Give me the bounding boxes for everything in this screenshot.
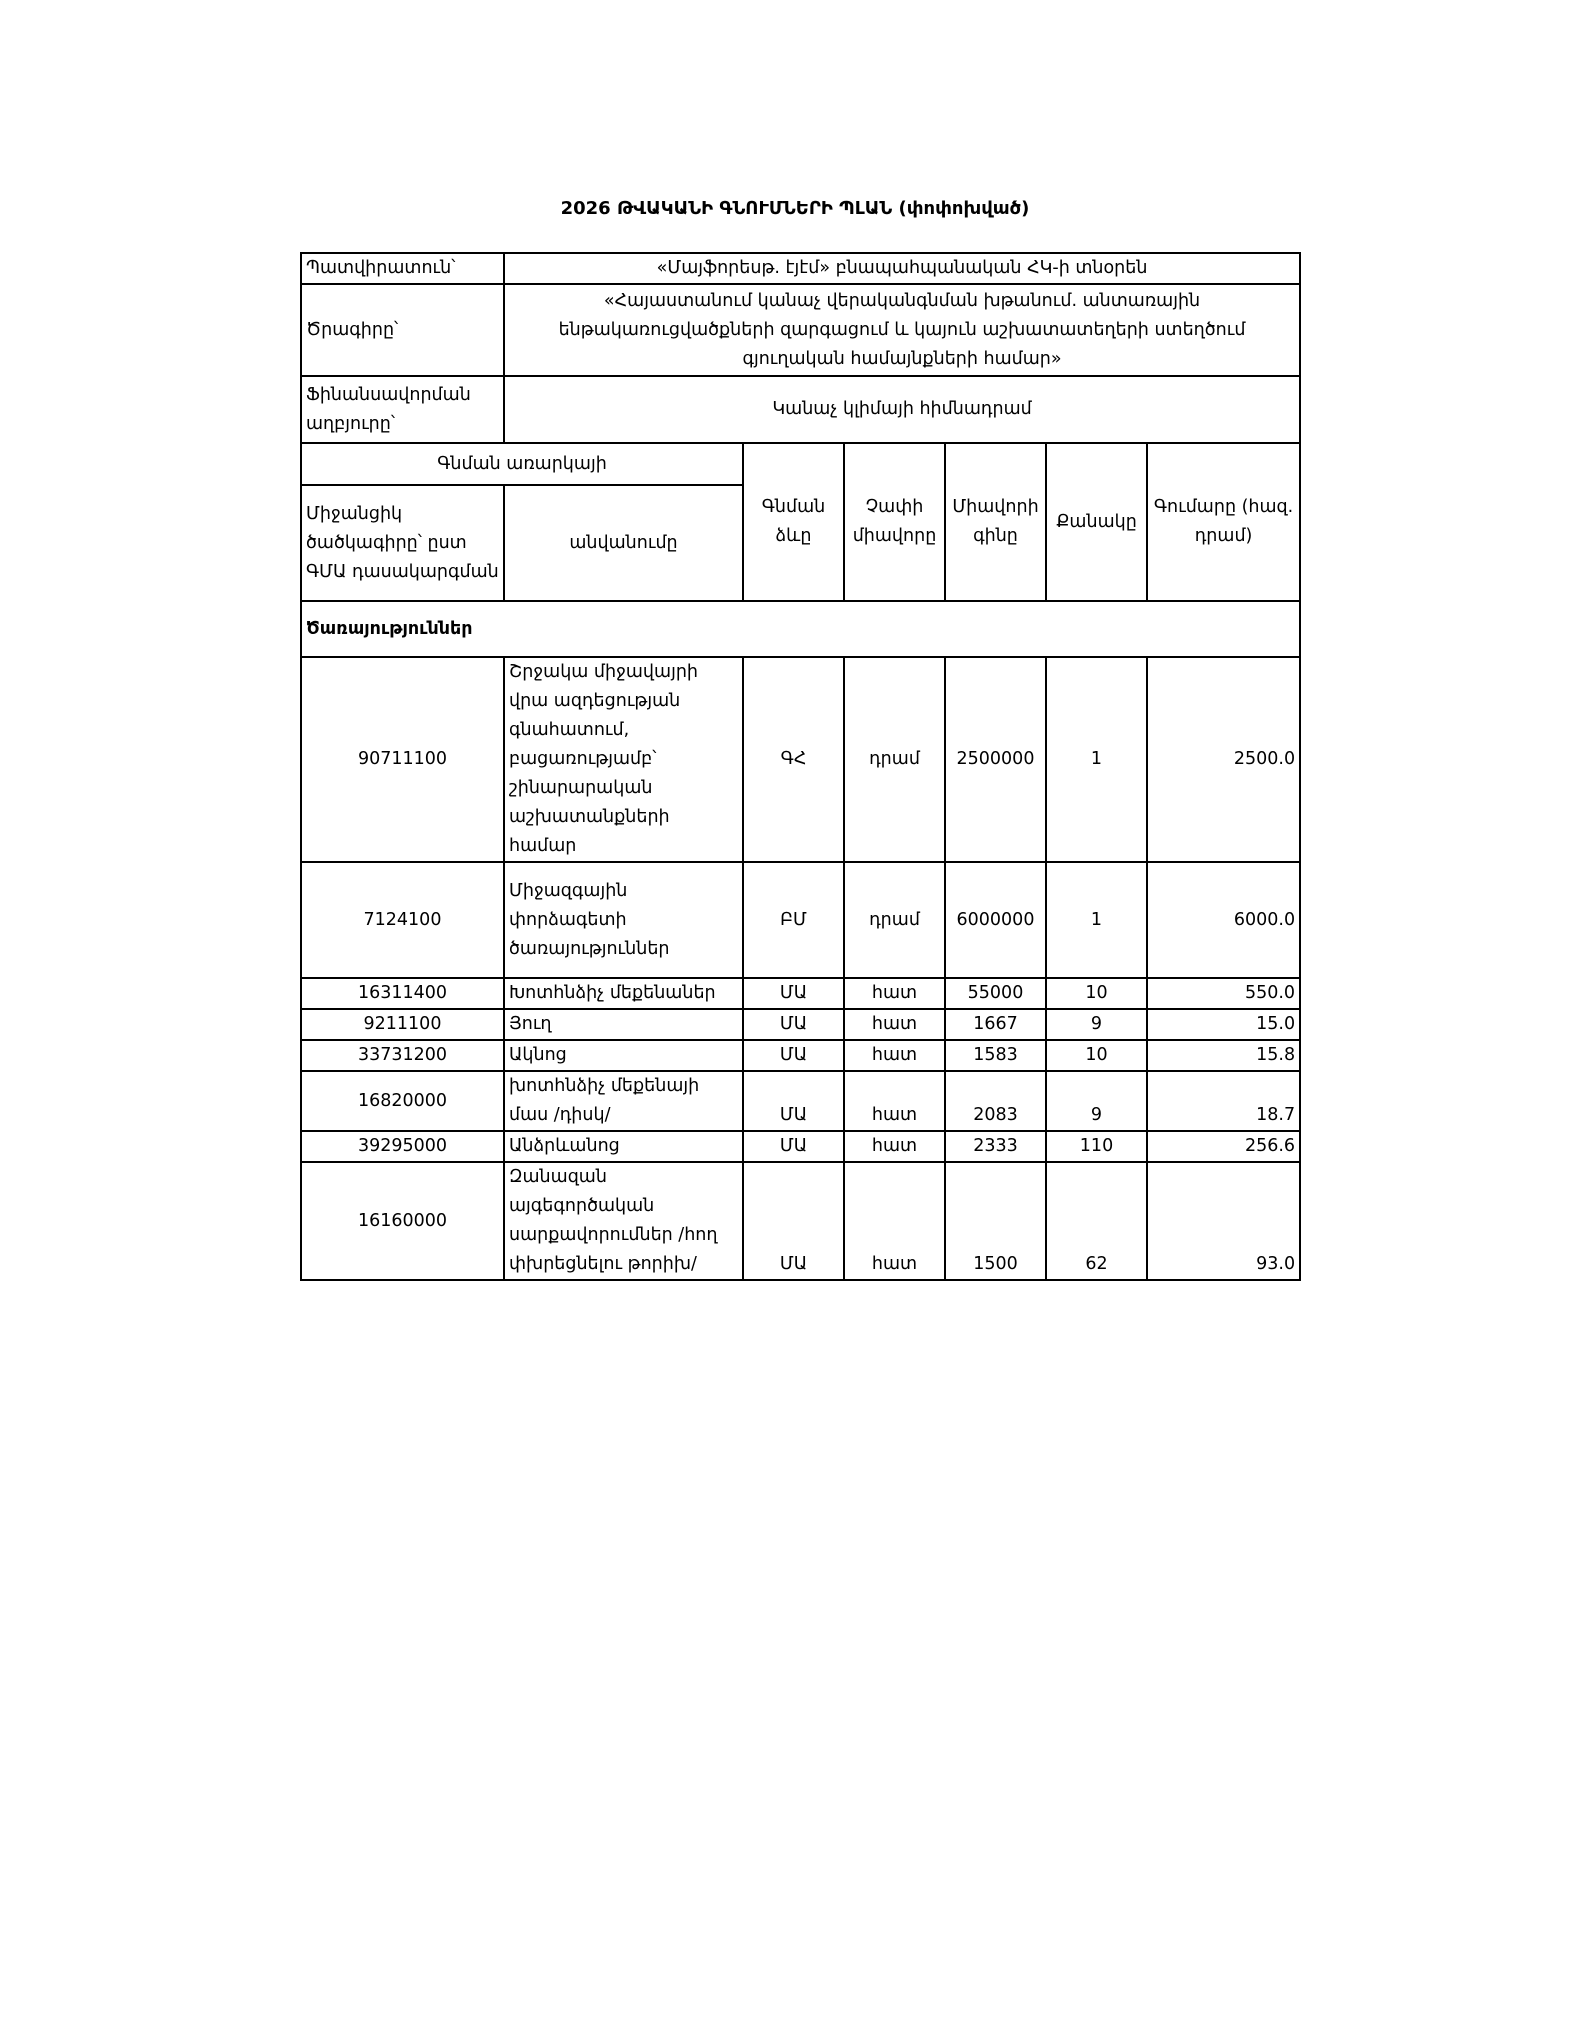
client-label: Պատվիրատուն՝ [301,253,504,284]
row-method: ՄԱ [743,1131,844,1162]
row-method: ՄԱ [743,1162,844,1280]
funding-value: Կանաչ կլիմայի հիմնադրամ [504,376,1300,443]
row-name: Զանազան այգեգործական սարքավորումներ /հող փխրեցնելու թորիխ/ [504,1162,743,1280]
row-amount: 6000.0 [1147,862,1300,978]
program-label: Ծրագիրը՝ [301,284,504,376]
table-row [301,1162,1300,1280]
amount-header: Գումարը (հազ. դրամ) [1147,443,1300,601]
subject-header: Գնման առարկայի [301,443,743,485]
row-amount: 18.7 [1147,1071,1300,1131]
row-amount: 93.0 [1147,1162,1300,1280]
row-qty: 10 [1046,978,1147,1009]
row-amount: 256.6 [1147,1131,1300,1162]
row-price: 2333 [945,1131,1046,1162]
row-code: 9211100 [301,1009,504,1040]
row-unit: հատ [844,1009,945,1040]
row-price: 2500000 [945,657,1046,862]
row-name: Ակնոց [504,1040,743,1071]
funding-label: Ֆինանսավորման աղբյուրը՝ [301,376,504,443]
unit-price-header: Միավորի գինը [945,443,1046,601]
row-unit: դրամ [844,657,945,862]
row-unit: հատ [844,1071,945,1131]
code-header: Միջանցիկ ծածկագիրը՝ ըստ ԳՄԱ դասակարգման [301,485,504,601]
row-price: 1667 [945,1009,1046,1040]
row-qty: 1 [1046,862,1147,978]
row-code: 16311400 [301,978,504,1009]
row-name: Անձրևանոց [504,1131,743,1162]
row-qty: 1 [1046,657,1147,862]
row-code: 16820000 [301,1071,504,1131]
row-price: 2083 [945,1071,1046,1131]
row-unit: դրամ [844,862,945,978]
row-qty: 110 [1046,1131,1147,1162]
row-method: ՄԱ [743,1071,844,1131]
table-row [301,1040,1300,1071]
table-row [301,862,1300,978]
row-code: 33731200 [301,1040,504,1071]
client-value: «Մայֆորեսթ. էյէմ» բնապահպանական ՀԿ-ի տնօրեն [504,253,1300,284]
row-method: ՄԱ [743,978,844,1009]
unit-header: Չափի միավորը [844,443,945,601]
program-value: «Հայաստանում կանաչ վերականգնման խթանում. անտառային ենթակառուցվածքների զարգացում և կայուն աշխատատեղերի ստեղծում գյուղական համայնքների համար» [504,284,1300,376]
row-method: ՄԱ [743,1040,844,1071]
name-header: անվանումը [504,485,743,601]
row-method: ՄԱ [743,1009,844,1040]
row-name: Շրջակա միջավայրի վրա ազդեցության գնահատում, բացառությամբ՝ շինարարական աշխատանքների համար [504,657,743,862]
page-title: 2026 ԹՎԱԿԱՆԻ ԳՆՈՒՄՆԵՐԻ ՊԼԱՆ (փոփոխված) [560,198,1030,219]
row-method: ԲՄ [743,862,844,978]
row-price: 1583 [945,1040,1046,1071]
row-code: 7124100 [301,862,504,978]
row-price: 1500 [945,1162,1046,1280]
section-row [301,601,1300,657]
row-code: 90711100 [301,657,504,862]
procurement-plan-table [300,252,1301,1281]
row-method: ԳՀ [743,657,844,862]
row-qty: 9 [1046,1009,1147,1040]
row-qty: 10 [1046,1040,1147,1071]
funding-row [301,376,1300,443]
row-code: 16160000 [301,1162,504,1280]
row-unit: հատ [844,1040,945,1071]
table-row [301,1071,1300,1131]
row-amount: 15.0 [1147,1009,1300,1040]
row-amount: 15.8 [1147,1040,1300,1071]
method-header: Գնման ձևը [743,443,844,601]
row-unit: հատ [844,978,945,1009]
section-title: Ծառայություններ [301,601,1300,657]
table-row [301,978,1300,1009]
table-row [301,1009,1300,1040]
row-name: Միջազգային փորձագետի ծառայություններ [504,862,743,978]
client-row [301,253,1300,284]
quantity-header: Քանակը [1046,443,1147,601]
header-row-1 [301,443,1300,485]
row-code: 39295000 [301,1131,504,1162]
program-row [301,284,1300,376]
table-row [301,1131,1300,1162]
row-unit: հատ [844,1131,945,1162]
row-amount: 2500.0 [1147,657,1300,862]
row-amount: 550.0 [1147,978,1300,1009]
row-name: Խոտհնձիչ մեքենաներ [504,978,743,1009]
row-name: խոտհնձիչ մեքենայի մաս /դիսկ/ [504,1071,743,1131]
row-price: 55000 [945,978,1046,1009]
row-unit: հատ [844,1162,945,1280]
row-name: Յուղ [504,1009,743,1040]
table-row [301,657,1300,862]
row-price: 6000000 [945,862,1046,978]
row-qty: 9 [1046,1071,1147,1131]
row-qty: 62 [1046,1162,1147,1280]
